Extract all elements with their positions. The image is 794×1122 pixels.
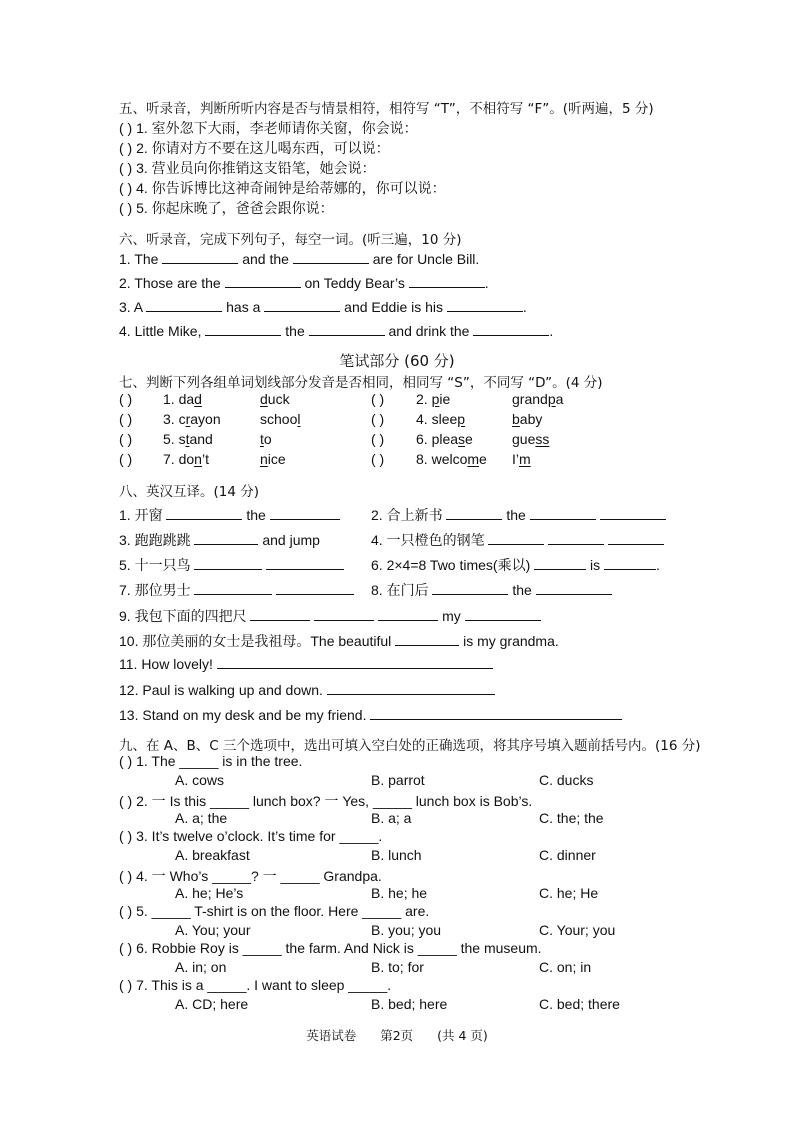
mc-option-b: B. lunch bbox=[371, 847, 422, 863]
fill-blank[interactable] bbox=[217, 656, 493, 669]
item-text: 5. 你起床晚了，爸爸会跟你说： bbox=[136, 200, 334, 216]
mc-option-c: C. ducks bbox=[539, 772, 594, 788]
mc-option-b: B. a; a bbox=[371, 810, 412, 826]
answer-paren[interactable]: ( ) bbox=[371, 411, 385, 427]
fill-blank[interactable] bbox=[395, 633, 459, 646]
mc-question-7: ( ) 7. This is a _____. I want to sleep _____. bbox=[119, 977, 392, 993]
translate-item-5: 5. 十一只鸟 bbox=[119, 555, 344, 575]
answer-paren[interactable]: ( ) bbox=[119, 940, 133, 956]
mc-question-4: ( ) 4. 一 Who’s _____? 一 _____ Grandpa. bbox=[119, 868, 382, 884]
fill-blank[interactable] bbox=[225, 275, 301, 288]
answer-paren[interactable]: ( ) bbox=[119, 120, 133, 136]
translate-item-4: 4. 一只橙色的钢笔 bbox=[371, 530, 664, 550]
footer-subject: 英语试卷 bbox=[306, 1028, 357, 1043]
phonics-word: baby bbox=[512, 411, 543, 427]
answer-paren[interactable]: ( ) bbox=[119, 431, 133, 447]
sec6-line-1: 1. The and the are for Uncle Bill. bbox=[119, 251, 480, 267]
fill-blank[interactable] bbox=[276, 582, 354, 595]
written-part-title: 笔试部分 (60 分) bbox=[339, 352, 455, 370]
fill-blank[interactable] bbox=[293, 251, 369, 264]
item-text: 2. 你请对方不要在这儿喝东西，可以说： bbox=[136, 140, 390, 156]
section-6-title: 六、听录音，完成下列句子，每空一词。(听三遍，10 分) bbox=[119, 232, 462, 248]
translate-item-1: 1. 开窗 the bbox=[119, 505, 340, 525]
fill-blank[interactable] bbox=[600, 507, 666, 520]
answer-paren[interactable]: ( ) bbox=[119, 140, 133, 156]
fill-blank[interactable] bbox=[446, 507, 502, 520]
fill-blank[interactable] bbox=[473, 323, 549, 336]
phonics-word: nice bbox=[260, 451, 286, 467]
phonics-word: guess bbox=[512, 431, 550, 447]
translate-item-12: 12. Paul is walking up and down. bbox=[119, 682, 495, 698]
fill-blank[interactable] bbox=[534, 557, 586, 570]
mc-option-a: A. he; He’s bbox=[175, 885, 244, 901]
fill-blank[interactable] bbox=[314, 608, 374, 621]
phonics-word: 3. crayon bbox=[163, 411, 221, 427]
translate-item-11: 11. How lovely! bbox=[119, 656, 493, 672]
phonics-word: 2. pie bbox=[416, 391, 451, 407]
footer-page-total: (共 4 页) bbox=[437, 1028, 488, 1043]
sec6-line-2: 2. Those are the on Teddy Bear’s . bbox=[119, 275, 489, 291]
phonics-word: grandpa bbox=[512, 391, 564, 407]
mc-option-b: B. bed; here bbox=[371, 996, 448, 1012]
translate-item-7: 7. 那位男士 bbox=[119, 580, 354, 600]
fill-blank[interactable] bbox=[205, 323, 281, 336]
fill-blank[interactable] bbox=[270, 507, 340, 520]
mc-question-3: ( ) 3. It’s twelve o’clock. It’s time for _____. bbox=[119, 828, 383, 844]
translate-item-9: 9. 我包下面的四把尺 my bbox=[119, 606, 541, 626]
mc-option-c: C. the; the bbox=[539, 810, 604, 826]
sec5-item-1 bbox=[119, 118, 418, 138]
answer-paren[interactable]: ( ) bbox=[119, 391, 133, 407]
mc-option-b: B. he; he bbox=[371, 885, 428, 901]
sec6-line-4: 4. Little Mike, the and drink the . bbox=[119, 323, 554, 339]
answer-paren[interactable]: ( ) bbox=[119, 200, 133, 216]
answer-paren[interactable]: ( ) bbox=[119, 868, 133, 884]
translate-item-8: 8. 在门后 the bbox=[371, 580, 612, 600]
fill-blank[interactable] bbox=[536, 582, 612, 595]
answer-paren[interactable]: ( ) bbox=[119, 411, 133, 427]
sec5-item-3 bbox=[119, 158, 376, 178]
answer-paren[interactable]: ( ) bbox=[371, 451, 385, 467]
sec5-item-4 bbox=[119, 178, 446, 198]
fill-blank[interactable] bbox=[194, 557, 262, 570]
item-text: 1. 室外忽下大雨，李老师请你关窗，你会说： bbox=[136, 120, 418, 136]
fill-blank[interactable] bbox=[432, 582, 508, 595]
fill-blank[interactable] bbox=[266, 557, 344, 570]
translate-item-10: 10. 那位美丽的女士是我祖母。The beautiful is my grandma. bbox=[119, 633, 559, 649]
section-5-title: 五、听录音，判断所听内容是否与情景相符，相符写 “T”，不相符写 “F”。(听两遍，5 分) bbox=[119, 101, 654, 117]
translate-item-6: 6. 2×4=8 Two times(乘以) is . bbox=[371, 557, 660, 573]
mc-question-6: ( ) 6. Robbie Roy is _____ the farm. And Nick is _____ the museum. bbox=[119, 940, 542, 956]
fill-blank[interactable] bbox=[604, 557, 656, 570]
answer-paren[interactable]: ( ) bbox=[119, 828, 133, 844]
answer-paren[interactable]: ( ) bbox=[119, 753, 133, 769]
phonics-word: duck bbox=[260, 391, 290, 407]
answer-paren[interactable]: ( ) bbox=[119, 793, 133, 809]
mc-option-a: A. in; on bbox=[175, 959, 227, 975]
fill-blank[interactable] bbox=[608, 532, 664, 545]
section-7-title: 七、判断下列各组单词划线部分发音是否相同，相同写 “S”，不同写 “D”。(4 分) bbox=[119, 375, 603, 391]
fill-blank[interactable] bbox=[488, 532, 544, 545]
fill-blank[interactable] bbox=[530, 507, 596, 520]
fill-blank[interactable] bbox=[194, 582, 272, 595]
fill-blank[interactable] bbox=[447, 299, 523, 312]
fill-blank[interactable] bbox=[166, 507, 242, 520]
mc-option-c: C. bed; there bbox=[539, 996, 620, 1012]
fill-blank[interactable] bbox=[378, 608, 438, 621]
phonics-word: 4. sleep bbox=[416, 411, 466, 427]
mc-option-b: B. parrot bbox=[371, 772, 425, 788]
translate-item-13: 13. Stand on my desk and be my friend. bbox=[119, 707, 622, 723]
answer-paren[interactable]: ( ) bbox=[119, 451, 133, 467]
answer-paren[interactable]: ( ) bbox=[119, 977, 133, 993]
page-footer bbox=[0, 1026, 794, 1044]
phonics-word: 7. don’t bbox=[163, 451, 209, 467]
phonics-word: school bbox=[260, 411, 301, 427]
fill-blank[interactable] bbox=[194, 532, 258, 545]
mc-option-a: A. You; your bbox=[175, 922, 251, 938]
answer-paren[interactable]: ( ) bbox=[119, 903, 133, 919]
mc-option-b: B. to; for bbox=[371, 959, 424, 975]
answer-paren[interactable]: ( ) bbox=[371, 391, 385, 407]
fill-blank[interactable] bbox=[370, 707, 622, 720]
mc-option-c: C. Your; you bbox=[539, 922, 616, 938]
fill-blank[interactable] bbox=[264, 299, 340, 312]
section-9-title: 九、在 A、B、C 三个选项中，选出可填入空白处的正确选项，将其序号填入题前括号内。(16 分) bbox=[119, 738, 701, 754]
sec5-item-5 bbox=[119, 198, 334, 218]
item-text: 4. 你告诉博比这神奇闹钟是给蒂娜的，你可以说： bbox=[136, 180, 446, 196]
phonics-word: 8. welcome bbox=[416, 451, 487, 467]
answer-paren[interactable]: ( ) bbox=[119, 160, 133, 176]
answer-paren[interactable]: ( ) bbox=[119, 180, 133, 196]
mc-option-a: A. cows bbox=[175, 772, 225, 788]
fill-blank[interactable] bbox=[465, 608, 541, 621]
sec6-line-3: 3. A has a and Eddie is his . bbox=[119, 299, 527, 315]
mc-question-1: ( ) 1. The _____ is in the tree. bbox=[119, 753, 303, 769]
mc-option-c: C. he; He bbox=[539, 885, 599, 901]
fill-blank[interactable] bbox=[146, 299, 222, 312]
mc-option-c: C. dinner bbox=[539, 847, 596, 863]
phonics-word: I’m bbox=[512, 451, 531, 467]
sec5-item-2 bbox=[119, 138, 390, 158]
fill-blank[interactable] bbox=[162, 251, 238, 264]
mc-question-2: ( ) 2. 一 Is this _____ lunch box? 一 Yes, _____ lunch box is Bob’s. bbox=[119, 793, 533, 809]
fill-blank[interactable] bbox=[250, 608, 310, 621]
phonics-word: 1. dad bbox=[163, 391, 202, 407]
fill-blank[interactable] bbox=[327, 682, 495, 695]
section-8-title: 八、英汉互译。(14 分) bbox=[119, 484, 260, 500]
fill-blank[interactable] bbox=[409, 275, 485, 288]
footer-page-number: 第2页 bbox=[380, 1028, 414, 1043]
phonics-word: to bbox=[260, 431, 272, 447]
mc-option-b: B. you; you bbox=[371, 922, 442, 938]
phonics-word: 6. please bbox=[416, 431, 473, 447]
translate-item-3: 3. 跑跑跳跳 and jump bbox=[119, 532, 320, 548]
mc-option-a: A. CD; here bbox=[175, 996, 249, 1012]
phonics-word: 5. stand bbox=[163, 431, 213, 447]
fill-blank[interactable] bbox=[548, 532, 604, 545]
answer-paren[interactable]: ( ) bbox=[371, 431, 385, 447]
translate-item-2: 2. 合上新书 the bbox=[371, 505, 666, 525]
item-text: 3. 营业员向你推销这支铅笔，她会说： bbox=[136, 160, 376, 176]
mc-option-c: C. on; in bbox=[539, 959, 592, 975]
mc-option-a: A. a; the bbox=[175, 810, 228, 826]
mc-option-a: A. breakfast bbox=[175, 847, 250, 863]
fill-blank[interactable] bbox=[309, 323, 385, 336]
mc-question-5: ( ) 5. _____ T-shirt is on the floor. Here _____ are. bbox=[119, 903, 430, 919]
